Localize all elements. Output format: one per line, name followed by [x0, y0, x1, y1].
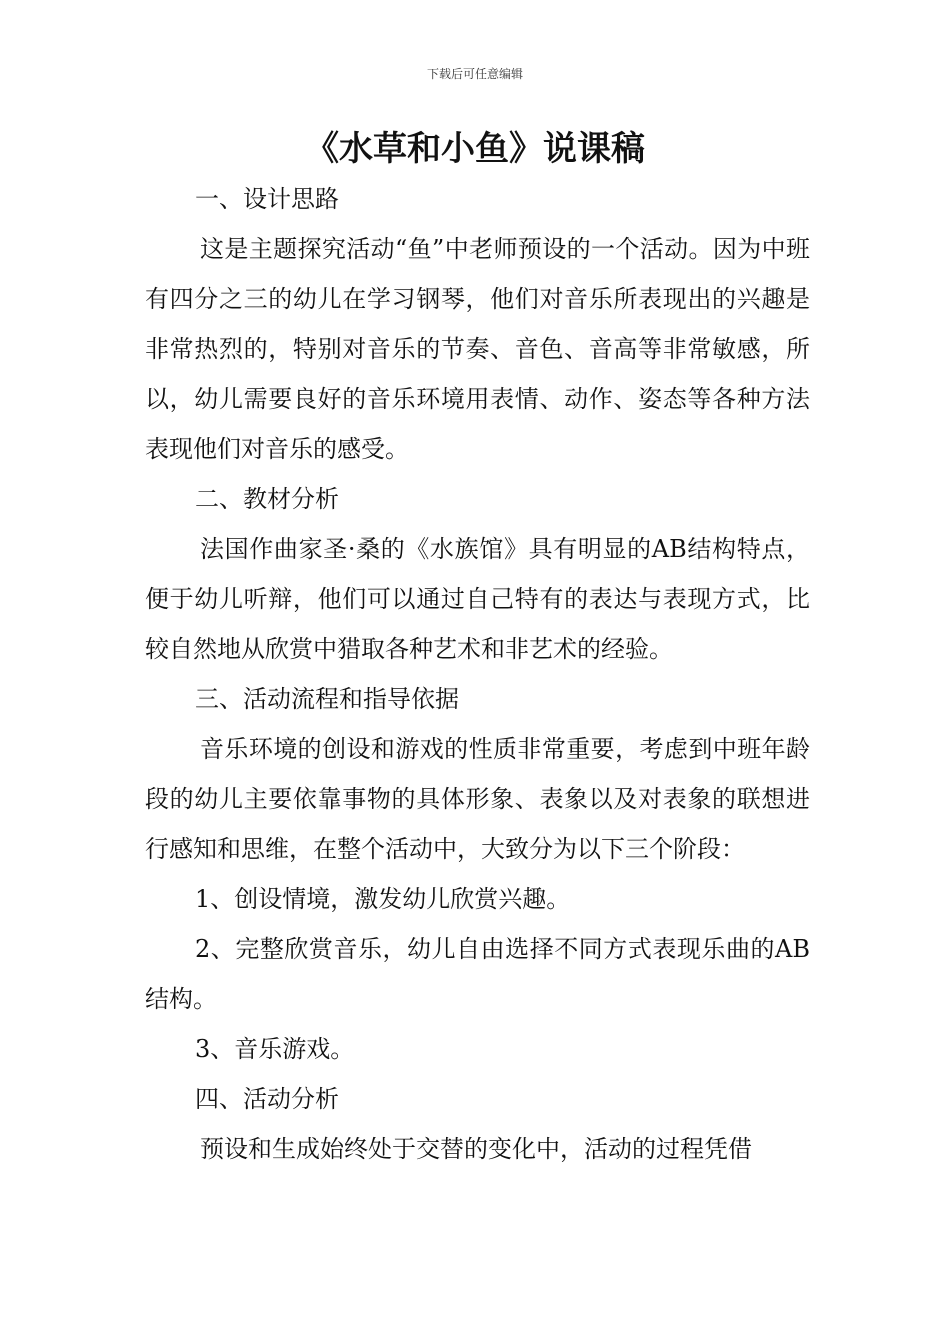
list-item: 2、完整欣赏音乐，幼儿自由选择不同方式表现乐曲的AB结构。 [145, 935, 810, 1013]
list-item: 1、创设情境，激发幼儿欣赏兴趣。 [195, 885, 571, 913]
document-body [145, 174, 810, 1174]
section-paragraph: 音乐环境的创设和游戏的性质非常重要，考虑到中班年龄段的幼儿主要依靠事物的具体形象、表象以及对表象的联想进行感知和思维，在整个活动中，大致分为以下三个阶段： [145, 735, 810, 863]
section-paragraph: 这是主题探究活动“鱼”中老师预设的一个活动。因为中班有四分之三的幼儿在学习钢琴，他们对音乐所表现出的兴趣是非常热烈的，特别对音乐的节奏、音色、音高等非常敏感，所以，幼儿需要良好的音乐环境用表情、动作、姿态等各种方法表现他们对音乐的感受。 [145, 235, 810, 463]
header-note: 下载后可任意编辑 [426, 67, 523, 81]
section-heading: 四、活动分析 [195, 1085, 339, 1113]
section-heading: 二、教材分析 [195, 485, 339, 513]
section-heading: 三、活动流程和指导依据 [195, 685, 459, 713]
section-heading: 一、设计思路 [195, 185, 339, 213]
document-title: 《水草和小鱼》说课稿 [305, 129, 645, 169]
list-item: 3、音乐游戏。 [195, 1035, 355, 1063]
section-paragraph: 预设和生成始终处于交替的变化中，活动的过程凭借 [200, 1135, 752, 1163]
section-paragraph: 法国作曲家圣·桑的《水族馆》具有明显的AB结构特点，便于幼儿听辩，他们可以通过自己特有的表达与表现方式，比较自然地从欣赏中猎取各种艺术和非艺术的经验。 [145, 535, 810, 663]
